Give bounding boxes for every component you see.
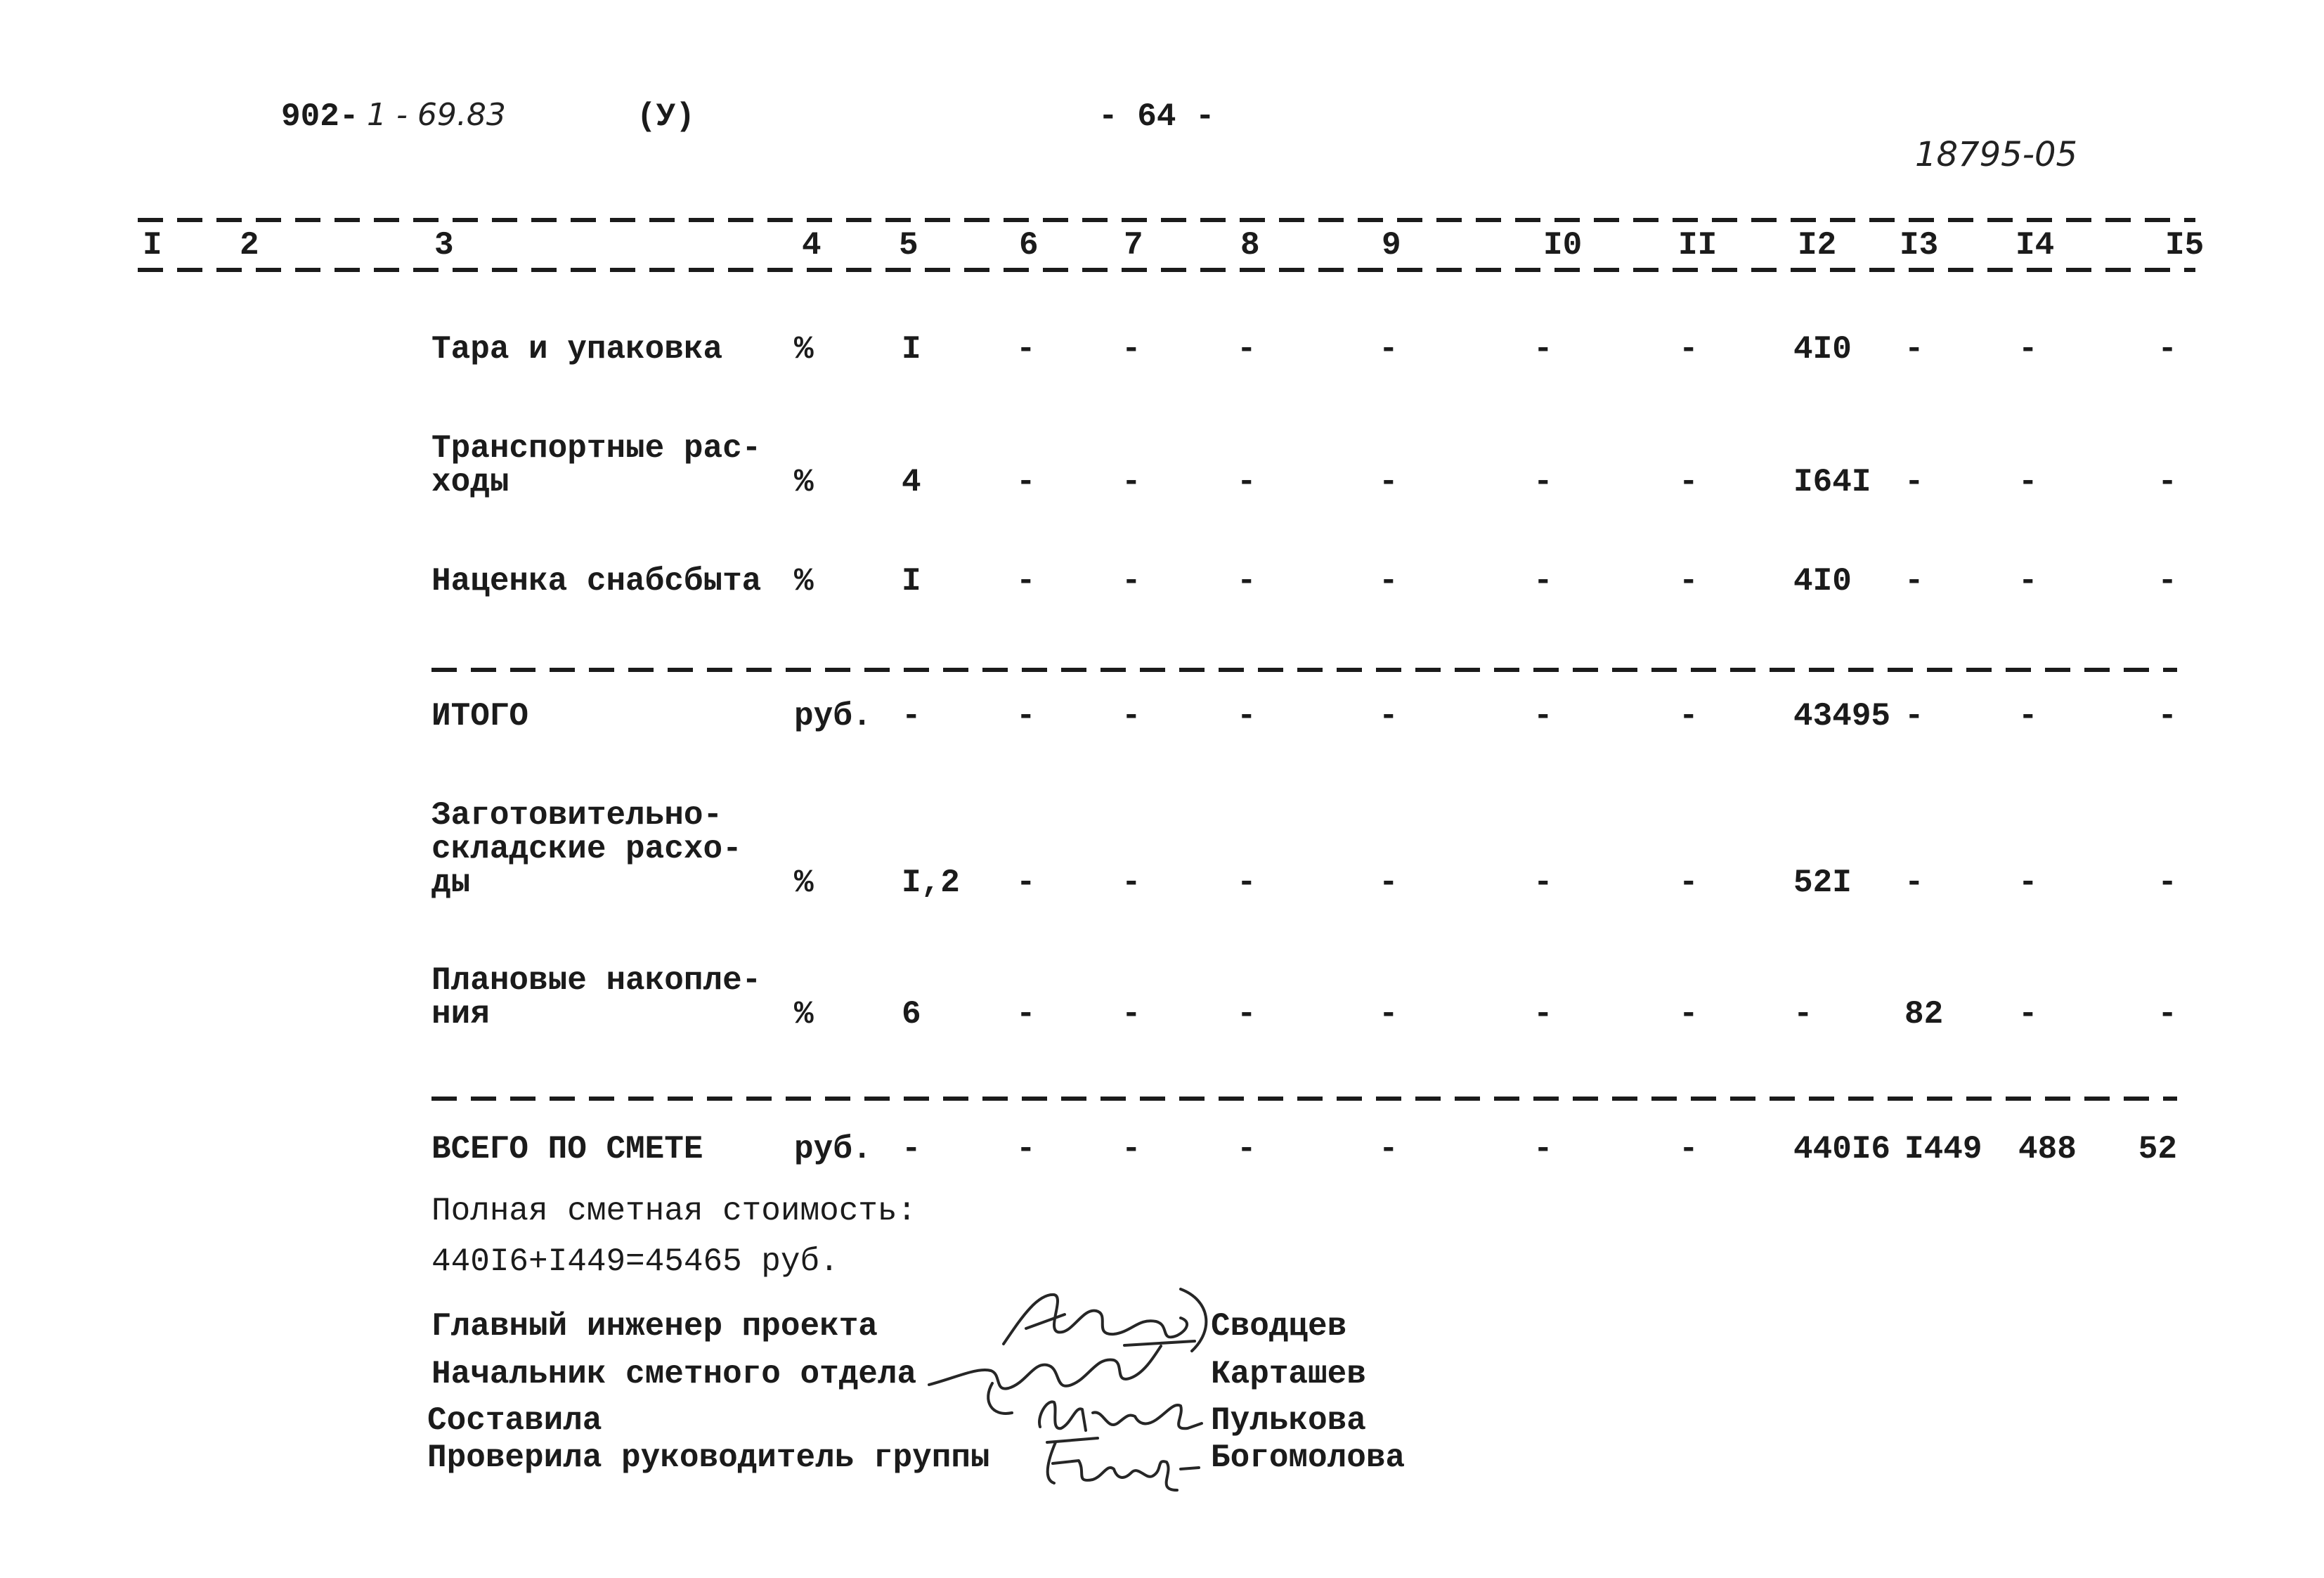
cell-col-11: -	[1679, 698, 1699, 735]
column-header-15: I5	[2165, 227, 2205, 264]
full-cost-formula: 440I6+I449=45465 руб.	[431, 1243, 839, 1280]
cell-col-15: 52	[2138, 1131, 2177, 1168]
cell-col-7: -	[1122, 464, 1141, 500]
cell-col-8: -	[1237, 464, 1257, 500]
cell-col-15: -	[2157, 331, 2177, 368]
cell-col-15: -	[2157, 563, 2177, 600]
cell-col-13: -	[1904, 464, 1924, 500]
signature-role-checker: Проверила руководитель группы	[427, 1440, 990, 1476]
cell-col-9: -	[1379, 698, 1398, 735]
page-number: - 64 -	[1098, 98, 1215, 135]
cell-col-15: -	[2157, 698, 2177, 735]
cell-col-14: -	[2018, 331, 2038, 368]
cell-col-5: -	[902, 1131, 921, 1168]
row-label	[431, 564, 761, 598]
row-label-line: ды	[431, 865, 471, 901]
cell-col-11: -	[1679, 331, 1699, 368]
cell-col-12: 440I6	[1793, 1131, 1891, 1168]
cell-col-10: -	[1533, 331, 1553, 368]
cell-col-10: -	[1533, 698, 1553, 735]
cell-col-12: 4I0	[1793, 563, 1852, 600]
row-label-line: ИТОГО	[431, 698, 529, 735]
cell-col-9: -	[1379, 563, 1398, 600]
document-mark: (У)	[637, 98, 695, 135]
cell-col-13: 82	[1904, 996, 1944, 1033]
cell-col-14: -	[2018, 698, 2038, 735]
cell-col-4: %	[794, 996, 814, 1033]
cell-col-6: -	[1016, 865, 1036, 901]
cell-col-13: -	[1904, 698, 1924, 735]
cell-col-9: -	[1379, 331, 1398, 368]
cell-col-6: -	[1016, 996, 1036, 1033]
cell-col-7: -	[1122, 331, 1141, 368]
column-header-2: 2	[240, 227, 259, 264]
cell-col-11: -	[1679, 1131, 1699, 1168]
cell-col-12: 4I0	[1793, 331, 1852, 368]
row-label-line: ния	[431, 996, 490, 1033]
signature-role-chief-engineer: Главный инженер проекта	[431, 1308, 878, 1345]
column-header-9: 9	[1382, 227, 1401, 264]
cell-col-4: руб.	[794, 698, 872, 735]
cell-col-14: -	[2018, 464, 2038, 500]
document-code-printed: 902-	[281, 98, 359, 135]
cell-col-7: -	[1122, 563, 1141, 600]
cell-col-10: -	[1533, 1131, 1553, 1168]
cell-col-5: I	[902, 563, 921, 600]
cell-col-7: -	[1122, 698, 1141, 735]
dashed-rule-top	[138, 218, 2195, 222]
cell-col-12: 43495	[1793, 698, 1891, 735]
cell-col-7: -	[1122, 865, 1141, 901]
cell-col-8: -	[1237, 698, 1257, 735]
signature-scribble-checker	[1047, 1438, 1199, 1490]
signature-name-chief-engineer: Сводцев	[1211, 1308, 1347, 1345]
cell-col-5: 4	[902, 464, 921, 500]
column-header-5: 5	[899, 227, 918, 264]
cell-col-14: 488	[2018, 1131, 2077, 1168]
row-label-line: Плановые накопле-	[431, 962, 762, 999]
cell-col-9: -	[1379, 865, 1398, 901]
cell-col-5: I,2	[902, 865, 960, 901]
cell-col-5: -	[902, 698, 921, 735]
cell-col-8: -	[1237, 331, 1257, 368]
cell-col-8: -	[1237, 1131, 1257, 1168]
cell-col-15: -	[2157, 464, 2177, 500]
cell-col-10: -	[1533, 865, 1553, 901]
cell-col-9: -	[1379, 464, 1398, 500]
cell-col-13: -	[1904, 865, 1924, 901]
cell-col-8: -	[1237, 865, 1257, 901]
signature-name-head-of-department: Карташев	[1211, 1356, 1366, 1392]
row-label-line: Тара и упаковка	[431, 331, 723, 368]
row-label	[431, 699, 528, 733]
cell-col-11: -	[1679, 563, 1699, 600]
row-label-line: Заготовительно-	[431, 797, 723, 834]
cell-col-7: -	[1122, 1131, 1141, 1168]
column-header-8: 8	[1240, 227, 1260, 264]
signature-name-compiler: Пулькова	[1211, 1402, 1366, 1439]
signature-scribble-head-of-department	[929, 1346, 1161, 1414]
cell-col-12: -	[1793, 996, 1813, 1033]
cell-col-11: -	[1679, 464, 1699, 500]
cell-col-6: -	[1016, 331, 1036, 368]
dashed-rule-under-headers	[138, 268, 2195, 272]
cell-col-6: -	[1016, 464, 1036, 500]
cell-col-6: -	[1016, 563, 1036, 600]
cell-col-12: I64I	[1793, 464, 1871, 500]
cell-col-9: -	[1379, 996, 1398, 1033]
row-label	[431, 798, 742, 900]
column-header-4: 4	[802, 227, 822, 264]
signature-scribble-compiler	[1039, 1402, 1202, 1430]
signature-scribble-chief-engineer	[1004, 1289, 1206, 1351]
cell-col-14: -	[2018, 865, 2038, 901]
archive-number-handwritten: 18795-05	[1915, 135, 2078, 174]
dashed-rule-before-grand-total	[431, 1097, 2177, 1101]
row-label-line: складские расхо-	[431, 831, 742, 867]
cell-col-6: -	[1016, 698, 1036, 735]
cell-col-5: I	[902, 331, 921, 368]
dashed-rule-before-total	[431, 668, 2177, 672]
column-header-14: I4	[2015, 227, 2055, 264]
column-header-3: 3	[434, 227, 454, 264]
cell-col-9: -	[1379, 1131, 1398, 1168]
cell-col-15: -	[2157, 865, 2177, 901]
cell-col-15: -	[2157, 996, 2177, 1033]
cell-col-12: 52I	[1793, 865, 1852, 901]
cell-col-7: -	[1122, 996, 1141, 1033]
signature-role-compiler: Составила	[427, 1402, 602, 1439]
signature-name-checker: Богомолова	[1211, 1440, 1406, 1476]
row-label	[431, 964, 761, 1031]
cell-col-14: -	[2018, 996, 2038, 1033]
row-label-line: Транспортные рас-	[431, 430, 762, 467]
column-header-10: I0	[1543, 227, 1583, 264]
cell-col-13: I449	[1904, 1131, 1982, 1168]
cell-col-8: -	[1237, 996, 1257, 1033]
column-header-1: I	[143, 227, 162, 264]
column-header-7: 7	[1124, 227, 1143, 264]
cell-col-10: -	[1533, 563, 1553, 600]
cell-col-10: -	[1533, 464, 1553, 500]
cell-col-4: %	[794, 464, 814, 500]
cell-col-13: -	[1904, 563, 1924, 600]
column-header-11: II	[1678, 227, 1718, 264]
cell-col-4: %	[794, 331, 814, 368]
cell-col-11: -	[1679, 865, 1699, 901]
cell-col-8: -	[1237, 563, 1257, 600]
row-label-line: Наценка снабсбыта	[431, 563, 762, 600]
row-label	[431, 1132, 703, 1166]
row-label	[431, 332, 722, 366]
column-header-13: I3	[1900, 227, 1939, 264]
cell-col-11: -	[1679, 996, 1699, 1033]
column-header-6: 6	[1019, 227, 1039, 264]
document-code-handwritten: 1 - 69.83	[367, 97, 506, 133]
row-label	[431, 432, 761, 499]
full-cost-label: Полная сметная стоимость:	[431, 1193, 917, 1229]
cell-col-4: руб.	[794, 1131, 872, 1168]
cell-col-13: -	[1904, 331, 1924, 368]
cell-col-4: %	[794, 865, 814, 901]
cell-col-6: -	[1016, 1131, 1036, 1168]
cell-col-4: %	[794, 563, 814, 600]
row-label-line: ВСЕГО ПО СМЕТЕ	[431, 1131, 703, 1168]
column-header-12: I2	[1798, 227, 1837, 264]
cell-col-14: -	[2018, 563, 2038, 600]
cell-col-5: 6	[902, 996, 921, 1033]
row-label-line: ходы	[431, 464, 509, 500]
handwritten-signatures	[914, 1279, 1237, 1497]
signature-role-head-of-department: Начальник сметного отдела	[431, 1356, 917, 1392]
cell-col-10: -	[1533, 996, 1553, 1033]
